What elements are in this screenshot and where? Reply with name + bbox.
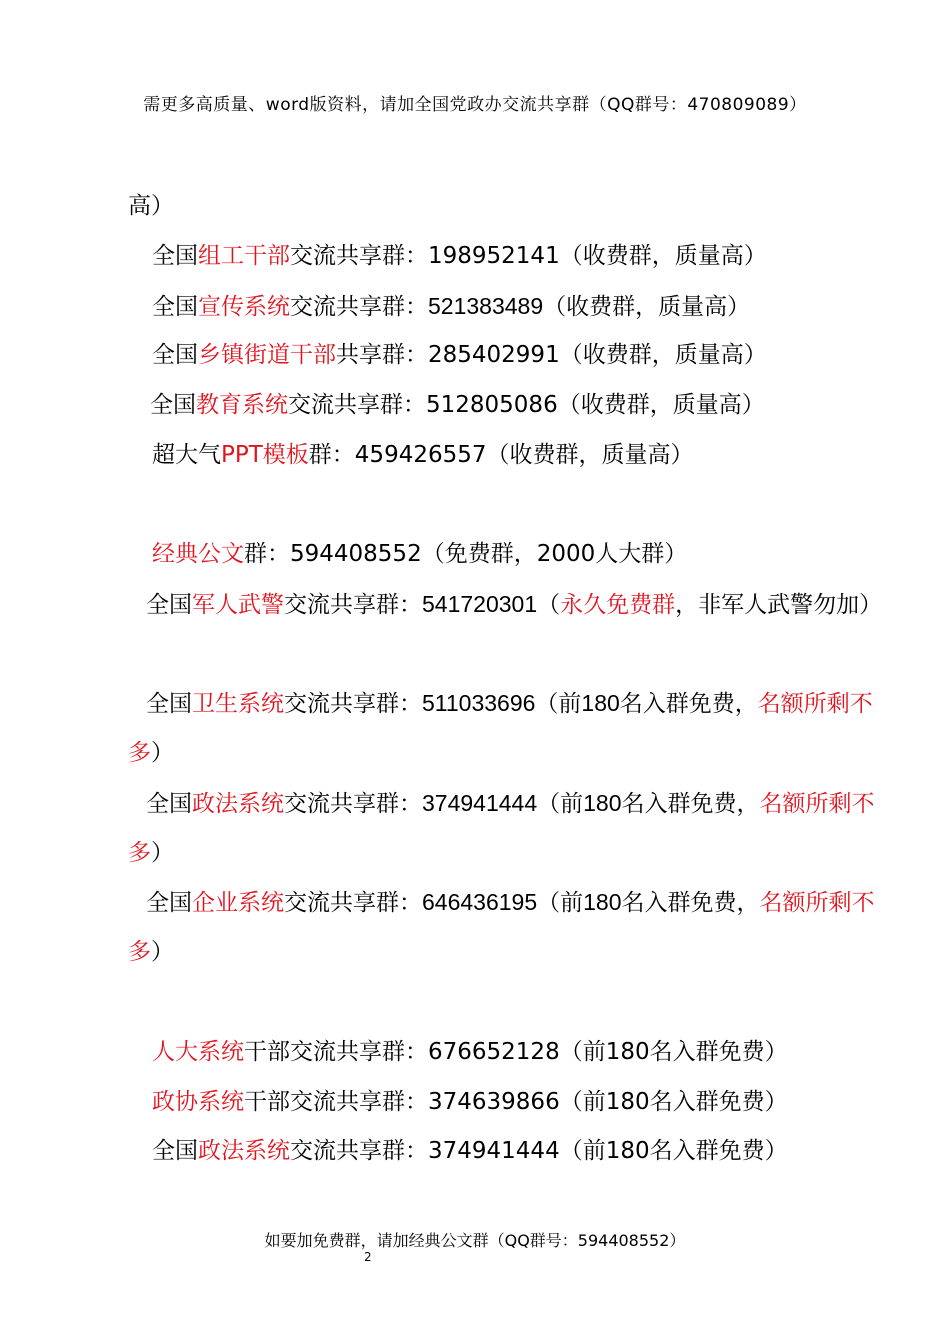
line-text: 全国 — [146, 890, 192, 916]
line-text: 群：459426557（收费群，质量高） — [308, 442, 694, 468]
line-text: 521383489 — [428, 293, 544, 319]
line-text: ） — [151, 939, 174, 965]
line-text: 180 — [583, 889, 622, 915]
highlight-text: 多 — [128, 939, 151, 965]
page-header: 需更多高质量、word版资料，请加全国党政办交流共享群（QQ群号：470809089） — [143, 95, 807, 115]
page-number: 2 — [364, 1250, 372, 1264]
group-line-ppt-templates — [152, 440, 694, 470]
line-text: （前 — [535, 691, 582, 717]
line-text: ） — [151, 740, 174, 766]
highlight-text: 乡镇街道干部 — [198, 342, 336, 368]
highlight-text: 军人武警 — [192, 592, 284, 618]
group-line-military — [146, 589, 882, 620]
text-line-continuation — [128, 738, 174, 768]
text-line-continuation — [128, 937, 174, 967]
line-text: 全国 — [152, 243, 198, 269]
highlight-text: 组工干部 — [198, 243, 290, 269]
line-text: 名入群免费， — [621, 890, 760, 916]
line-text: （前 — [537, 791, 584, 817]
line-text: 交流共享群： — [284, 691, 422, 717]
line-text: 646436195 — [422, 889, 538, 915]
line-text: 180 — [581, 690, 620, 716]
page-footer: 如要加免费群，请加经典公文群（QQ群号：594408552） — [264, 1231, 686, 1250]
line-text: 全国 — [146, 691, 192, 717]
highlight-text: 政法系统 — [198, 1138, 290, 1164]
line-text: 群：594408552（免费群，2000人大群） — [244, 541, 688, 567]
line-text: 交流共享群：198952141（收费群，质量高） — [290, 243, 767, 269]
line-text: ，非军人武警勿加） — [675, 592, 883, 618]
line-text: 交流共享群： — [284, 890, 422, 916]
line-text: 180 — [583, 790, 622, 816]
group-line-org-cadres — [152, 241, 767, 271]
line-text: 名入群免费， — [621, 791, 760, 817]
highlight-text: 多 — [128, 740, 151, 766]
highlight-text: PPT模板 — [221, 442, 309, 468]
group-line-propaganda — [152, 291, 750, 322]
highlight-text: 名额所剩不 — [759, 791, 875, 817]
line-text: 全国 — [152, 1138, 198, 1164]
highlight-text: 政法系统 — [192, 791, 284, 817]
line-text: 干部交流共享群：374639866（前180名入群免费） — [244, 1089, 788, 1115]
highlight-text: 宣传系统 — [198, 294, 290, 320]
line-text: 374941444 — [422, 790, 538, 816]
group-line-npc — [152, 1037, 788, 1067]
line-text: 名入群免费， — [619, 691, 758, 717]
highlight-text: 卫生系统 — [192, 691, 284, 717]
line-text: 高） — [128, 193, 174, 219]
highlight-text: 经典公文 — [152, 541, 244, 567]
line-text: 交流共享群：512805086（收费群，质量高） — [288, 392, 765, 418]
highlight-text: 名额所剩不 — [759, 890, 875, 916]
line-text: 共享群：285402991（收费群，质量高） — [336, 342, 767, 368]
line-text: （ — [537, 592, 561, 618]
line-text: 全国 — [146, 791, 192, 817]
line-text: 交流共享群：374941444（前180名入群免费） — [290, 1138, 788, 1164]
group-line-township — [152, 340, 767, 370]
group-line-cppcc — [152, 1087, 788, 1117]
group-line-politics-law — [146, 788, 875, 819]
line-text: 交流共享群： — [290, 294, 428, 320]
highlight-text: 政协系统 — [152, 1089, 244, 1115]
group-line-health — [146, 688, 873, 719]
line-text: 全国 — [152, 294, 198, 320]
text-line-continuation — [128, 191, 174, 221]
text-line-continuation — [128, 838, 174, 868]
line-text: 541720301 — [422, 591, 538, 617]
group-line-education — [150, 390, 765, 420]
line-text: 511033696 — [422, 690, 536, 716]
line-text: 全国 — [146, 592, 192, 618]
line-text: ） — [151, 840, 174, 866]
group-line-classic-docs — [152, 539, 687, 569]
line-text: 交流共享群： — [284, 791, 422, 817]
highlight-text: 人大系统 — [152, 1039, 244, 1065]
highlight-text: 教育系统 — [196, 392, 288, 418]
group-line-enterprise — [146, 887, 875, 918]
line-text: 全国 — [150, 392, 196, 418]
line-text: （前 — [537, 890, 584, 916]
line-text: 干部交流共享群：676652128（前180名入群免费） — [244, 1039, 788, 1065]
group-line-politics-law-2 — [152, 1136, 788, 1166]
highlight-text: 永久免费群 — [560, 592, 676, 618]
line-text: 交流共享群： — [284, 592, 422, 618]
line-text: 超大气 — [152, 442, 221, 468]
line-text: （收费群，质量高） — [543, 294, 751, 320]
highlight-text: 多 — [128, 840, 151, 866]
highlight-text: 企业系统 — [192, 890, 284, 916]
highlight-text: 名额所剩不 — [757, 691, 873, 717]
line-text: 全国 — [152, 342, 198, 368]
